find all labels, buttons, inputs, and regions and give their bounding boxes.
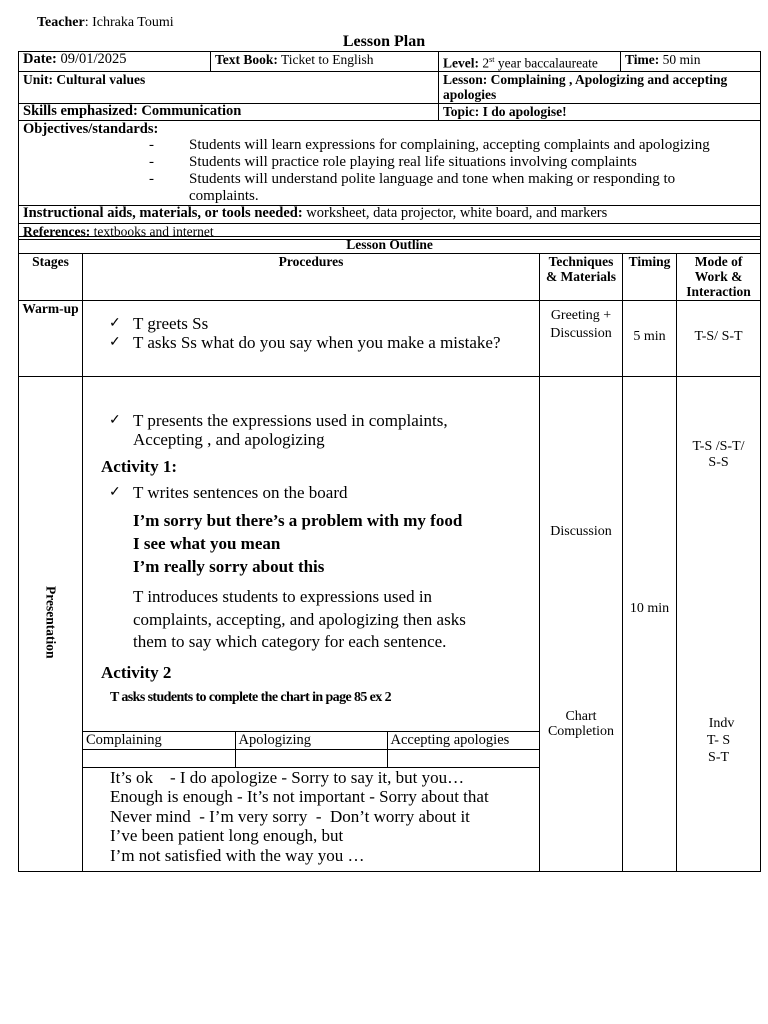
- time-value: 50 min: [662, 52, 701, 67]
- activity1-steps: [109, 483, 539, 502]
- references-label: References:: [23, 223, 91, 239]
- warmup-technique: [540, 301, 623, 377]
- warmup-steps: [109, 314, 536, 352]
- lesson-info-table: [18, 51, 761, 240]
- textbook-value: Ticket to English: [281, 52, 374, 67]
- aids-cell: [19, 205, 761, 223]
- activity1-paragraph: T introduces students to expressions used in complaints, accepting, and apologizing then asks them to say which category for each sentence.: [133, 587, 466, 651]
- activity2-title: Activity 2: [101, 662, 172, 682]
- mode-line: T- S: [706, 733, 731, 748]
- warmup-timing: [623, 301, 677, 377]
- level-label: Level:: [443, 55, 479, 71]
- col-techniques-header: Techniques & Materials: [540, 254, 623, 301]
- presentation-mode-2: [677, 471, 760, 766]
- col-timing-header: Timing: [623, 254, 677, 301]
- presentation-techniques: [540, 377, 623, 872]
- references-value: textbooks and internet: [93, 223, 214, 239]
- warmup-procedures: [83, 301, 540, 377]
- date-value: 09/01/2025: [60, 51, 127, 67]
- textbook-label: Text Book:: [215, 52, 278, 67]
- warmup-step: ✓ T asks Ss what do you say when you make a mistake?: [109, 333, 536, 352]
- phrase-list: [83, 768, 539, 866]
- presentation-mode: [677, 377, 761, 872]
- activity1-step: ✓ T writes sentences on the board: [109, 483, 539, 502]
- warmup-mode-text: T-S/ S-T: [694, 329, 743, 344]
- objective-item: [149, 171, 756, 205]
- objective-item: - Students will practice role playing real life situations involving complaints: [149, 154, 756, 171]
- stage-warmup: Warm-up: [19, 301, 83, 377]
- technique-discussion: Discussion: [550, 524, 612, 539]
- objective-text: Students will understand polite language and tone when making or responding to complaints.: [189, 170, 676, 204]
- example-sentence: I’m sorry but there’s a problem with my food: [133, 511, 463, 530]
- date-label: Date:: [23, 51, 57, 67]
- warmup-mode: [677, 301, 761, 377]
- textbook-cell: [211, 52, 439, 72]
- objective-item: - Students will learn expressions for complaining, accepting complaints and apologizing: [149, 137, 756, 154]
- chart-cell-accepting[interactable]: [387, 749, 539, 767]
- warmup-step: ✓ T greets Ss: [109, 314, 536, 333]
- stage-presentation-label: Presentation: [43, 585, 59, 659]
- presentation-timing-text: 10 min: [629, 601, 670, 616]
- chart-cell-apologizing[interactable]: [235, 749, 387, 767]
- teacher-line: [37, 15, 174, 31]
- chart-header-accepting: Accepting apologies: [387, 731, 539, 749]
- teacher-label: Teacher: [37, 15, 85, 30]
- teacher-separator: :: [84, 15, 93, 30]
- stage-presentation: [19, 377, 83, 872]
- level-number: 2: [482, 55, 490, 71]
- topic-text: Topic: I do apologise!: [443, 103, 567, 119]
- presentation-intro-steps: [109, 411, 539, 449]
- time-label: Time:: [625, 52, 660, 67]
- lesson-outline-table: [18, 236, 761, 872]
- activity2-instruction: T asks students to complete the chart in page 85 ex 2: [110, 689, 391, 705]
- level-value: year baccalaureate: [497, 55, 598, 71]
- phrase-line: It’s ok - I do apologize - Sorry to say it, but you…: [110, 767, 465, 787]
- teacher-name: Ichraka Toumi: [92, 15, 174, 30]
- warmup-timing-text: 5 min: [633, 329, 666, 344]
- presentation-timing: [623, 377, 677, 872]
- level-cell: [439, 52, 621, 72]
- presentation-mode-1: T-S /S-T/ S-S: [692, 439, 745, 470]
- lesson-cell: [439, 71, 761, 103]
- phrase-line: I’m not satisfied with the way you …: [110, 845, 365, 865]
- date-cell: [19, 52, 211, 72]
- unit-text: Unit: Cultural values: [23, 71, 146, 87]
- phrase-line: Never mind - I’m very sorry - Don’t worry about it: [110, 806, 470, 826]
- phrase-line: Enough is enough - It’s not important - Sorry about that: [110, 787, 489, 807]
- objectives-cell: [19, 120, 761, 205]
- objectives-label: Objectives/standards:: [23, 120, 159, 137]
- example-sentence: I see what you mean: [133, 534, 281, 553]
- presentation-procedures: [83, 377, 540, 872]
- skills-cell: [19, 103, 439, 120]
- aids-value: worksheet, data projector, white board, and markers: [306, 204, 608, 221]
- warmup-technique-text: Greeting + Discussion: [550, 308, 612, 341]
- technique-chart-completion: Chart Completion: [547, 709, 615, 739]
- topic-cell: [439, 103, 761, 120]
- col-procedures-header: Procedures: [83, 254, 540, 301]
- col-stages-header: Stages: [19, 254, 83, 301]
- mode-line: S-T: [708, 750, 730, 765]
- chart-cell-complaining[interactable]: [83, 749, 235, 767]
- level-superscript: st: [489, 55, 495, 64]
- chart-header-apologizing: Apologizing: [235, 731, 387, 749]
- outline-title: Lesson Outline: [19, 237, 761, 254]
- chart-header-complaining: Complaining: [83, 731, 235, 749]
- phrase-line: I’ve been patient long enough, but: [110, 826, 344, 846]
- unit-cell: [19, 71, 439, 103]
- activity1-title: Activity 1:: [101, 457, 178, 476]
- objectives-list: [23, 137, 756, 205]
- aids-label: Instructional aids, materials, or tools needed:: [23, 204, 303, 221]
- col-mode-header: Mode of Work & Interaction: [677, 254, 761, 301]
- lesson-text: Lesson: Complaining , Apologizing and accepting apologies: [443, 71, 728, 102]
- mode-line: Indv: [708, 716, 735, 731]
- skills-text: Skills emphasized: Communication: [23, 102, 242, 119]
- page-title: Lesson Plan: [342, 33, 426, 50]
- example-sentence: I’m really sorry about this: [133, 557, 325, 576]
- category-chart: [83, 731, 540, 768]
- presentation-intro-step: ✓ T presents the expressions used in complaints, Accepting , and apologizing: [109, 411, 539, 449]
- time-cell: [621, 52, 761, 72]
- example-sentences: [83, 502, 539, 578]
